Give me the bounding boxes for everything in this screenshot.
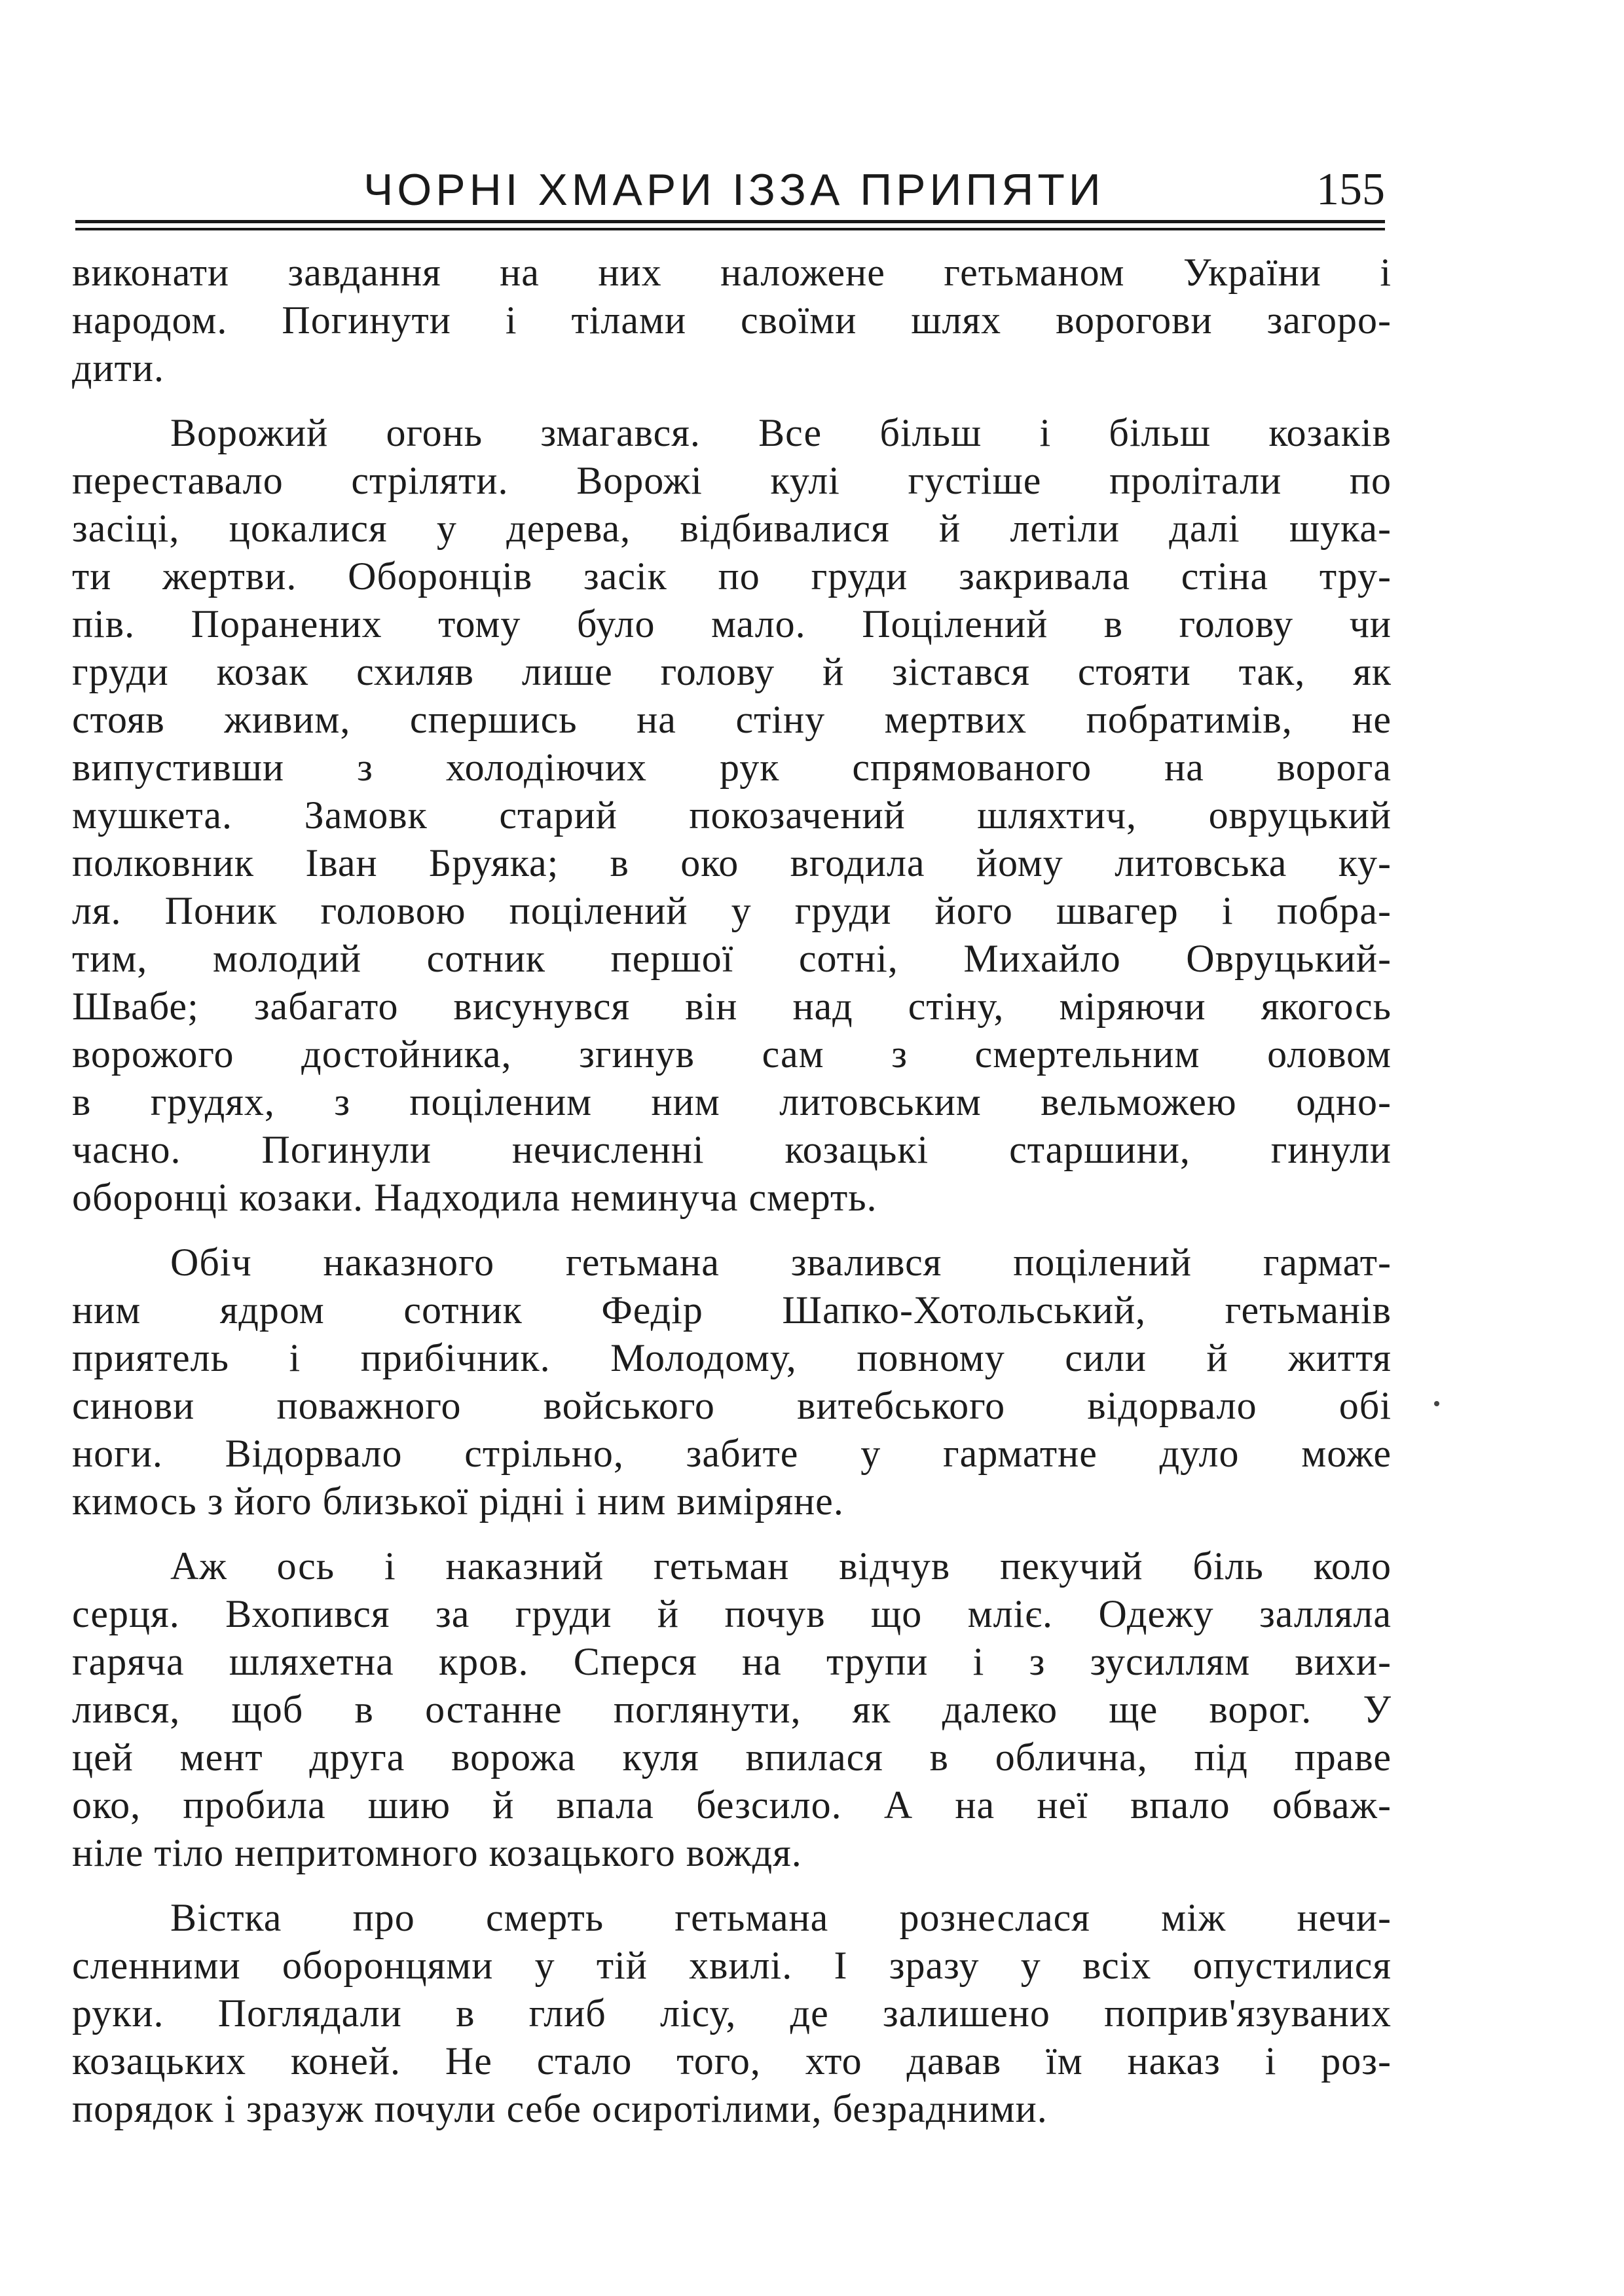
text-line: синови поважного войського витебського відорвало обі (72, 1384, 1392, 1427)
text-line: цей мент друга ворожа куля впилася в облична, під праве (72, 1736, 1392, 1779)
text-line: приятель і прибічник. Молодому, повному сили й життя (72, 1336, 1392, 1379)
paragraph (72, 1894, 1392, 2133)
body-text (72, 249, 1392, 2133)
text-line: тим, молодий сотник першої сотні, Михайло Овруцький- (72, 937, 1392, 980)
text-line: ворожого достойника, згинув сам з смертельним оловом (72, 1032, 1392, 1076)
header-rule-bottom (75, 228, 1385, 230)
running-head (75, 152, 1385, 224)
text-line: порядок і зразуж почули себе осиротілими, безрадними. (72, 2087, 1048, 2130)
text-line: Аж ось і наказний гетьман відчув пекучий біль коло (170, 1544, 1392, 1588)
text-line: Швабе; забагато висунувся він над стіну, міряючи якогось (72, 985, 1392, 1028)
text-line: полковник Іван Бруяка; в око вгодила йому литовська ку- (72, 841, 1392, 884)
paragraph (72, 409, 1392, 1222)
text-line: кимось з його близької рідні і ним виміряне. (72, 1480, 844, 1523)
header-rule-top (75, 220, 1385, 223)
text-line: руки. Поглядали в глиб лісу, де залишено поприв'язуваних (72, 1992, 1392, 2035)
text-line: випустивши з холодіючих рук спрямованого на ворога (72, 746, 1392, 789)
text-line: Обіч наказного гетьмана звалився поцілений гармат- (170, 1241, 1392, 1284)
running-title: ЧОРНІ ХМАРИ ІЗЗА ПРИПЯТИ (363, 165, 1105, 215)
text-line: в грудях, з поціленим ним литовським вельможею одно- (72, 1080, 1392, 1123)
text-line: ля. Поник головою поцілений у груди його швагер і побра- (72, 889, 1392, 932)
text-line: оборонці козаки. Надходила неминуча смерть. (72, 1176, 877, 1219)
page-number: 155 (1316, 164, 1385, 215)
text-line: серця. Вхопився за груди й почув що мліє. Одежу залляла (72, 1592, 1392, 1635)
text-line: виконати завдання на них наложене гетьманом України і (72, 251, 1392, 294)
text-line: часно. Погинули нечисленні козацькі старшини, гинули (72, 1128, 1392, 1171)
text-line: мушкета. Замовк старий покозачений шляхтич, овруцький (72, 793, 1392, 837)
text-line: народом. Погинути і тілами своїми шлях ворогови загоро- (72, 299, 1392, 342)
text-line: груди козак схиляв лише голову й зістався стояти так, як (72, 650, 1392, 693)
text-line: ніле тіло непритомного козацького вождя. (72, 1831, 802, 1874)
text-line: переставало стріляти. Ворожі кулі густіше пролітали по (72, 459, 1392, 502)
text-line: лився, щоб в останне поглянути, як далеко ще ворог. У (72, 1688, 1392, 1731)
text-line: ти жертви. Оборонців засік по груди закривала стіна тру- (72, 555, 1392, 598)
text-line: ноги. Відорвало стрільно, забите у гарматне дуло може (72, 1432, 1392, 1475)
paragraph (72, 249, 1392, 392)
text-line: сленними оборонцями у тій хвилі. І зразу у всіх опустилися (72, 1944, 1392, 1987)
text-line: око, пробила шию й впала безсило. А на неї впало обваж- (72, 1783, 1392, 1827)
text-line: ним ядром сотник Федір Шапко-Хотольський, гетьманів (72, 1288, 1392, 1332)
paragraph (72, 1542, 1392, 1877)
text-line: дити. (72, 346, 164, 390)
text-line: Вістка про смерть гетьмана рознеслася між нечи- (170, 1896, 1392, 1939)
text-line: пів. Поранених тому було мало. Поцілений в голову чи (72, 602, 1392, 646)
paragraph (72, 1239, 1392, 1525)
text-line: гаряча шляхетна кров. Сперся на трупи і з зусиллям вихи- (72, 1640, 1392, 1683)
margin-speck (1434, 1401, 1439, 1406)
text-line: козацьких коней. Не стало того, хто давав їм наказ і роз- (72, 2039, 1392, 2083)
text-line: Ворожий огонь змагався. Все більш і більш козаків (170, 411, 1392, 454)
text-line: засіці, цокалися у дерева, відбивалися й летіли далі шука- (72, 507, 1392, 550)
text-line: стояв живим, спершись на стіну мертвих побратимів, не (72, 698, 1392, 741)
